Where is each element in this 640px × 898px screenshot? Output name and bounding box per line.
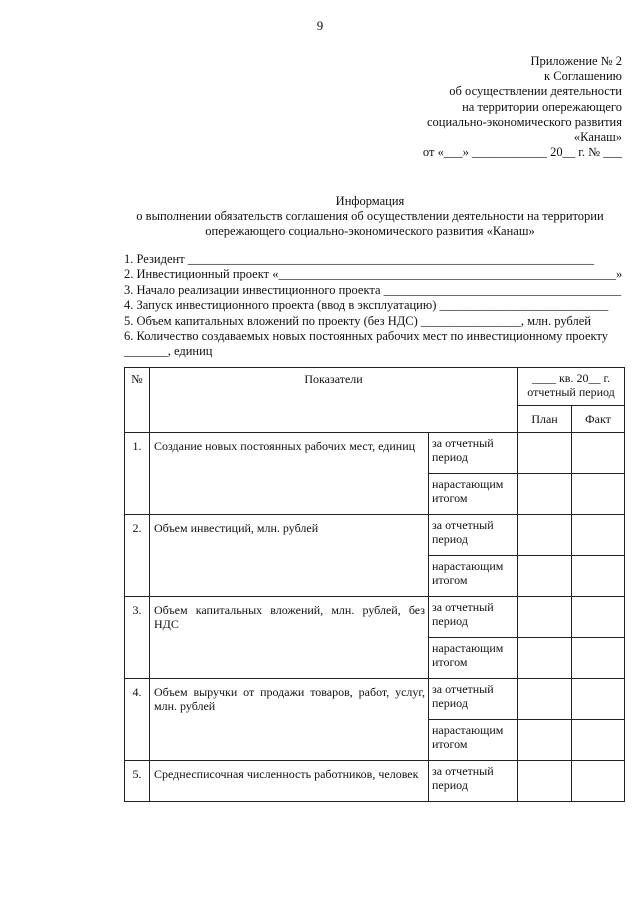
row-indicator: Объем капитальных вложений, млн. рублей, без НДС bbox=[150, 597, 429, 679]
header-number: № bbox=[125, 368, 150, 433]
row-indicator: Создание новых постоянных рабочих мест, единиц bbox=[150, 433, 429, 515]
row-period-cumulative: нарастающим итогом bbox=[429, 720, 518, 761]
page-number: 9 bbox=[316, 18, 324, 33]
row-period-current: за отчетный период bbox=[429, 597, 518, 638]
row-period-current: за отчетный период bbox=[429, 679, 518, 720]
plan-cell[interactable] bbox=[518, 556, 572, 597]
fact-cell[interactable] bbox=[572, 515, 625, 556]
title-line: о выполнении обязательств соглашения об осуществлении деятельности на территории bbox=[136, 209, 604, 223]
appendix-line: «Канаш» bbox=[573, 130, 622, 145]
appendix-date-line: от «___» ____________ 20__ г. № ___ bbox=[422, 145, 622, 160]
table-row bbox=[125, 761, 625, 802]
row-period-cumulative: нарастающим итогом bbox=[429, 638, 518, 679]
plan-cell[interactable] bbox=[518, 474, 572, 515]
title-line: опережающего социально-экономического развития «Канаш» bbox=[205, 224, 535, 238]
document-title bbox=[110, 194, 630, 239]
plan-cell[interactable] bbox=[518, 433, 572, 474]
item-resident: 1. Резидент _________________________________________________________________ bbox=[124, 252, 595, 266]
row-number: 3. bbox=[125, 597, 150, 679]
row-period-current: за отчетный период bbox=[429, 761, 518, 802]
fact-cell[interactable] bbox=[572, 556, 625, 597]
item-jobs-continued: _______, единиц bbox=[124, 344, 213, 359]
fact-cell[interactable] bbox=[572, 720, 625, 761]
header-period-label: отчетный период bbox=[527, 385, 615, 399]
plan-cell[interactable] bbox=[518, 761, 572, 802]
header-period-quarter: ____ кв. 20__ г. bbox=[531, 371, 611, 385]
plan-cell[interactable] bbox=[518, 679, 572, 720]
info-items bbox=[124, 252, 623, 360]
row-period-cumulative: нарастающим итогом bbox=[429, 474, 518, 515]
appendix-line: на территории опережающего bbox=[462, 99, 622, 114]
table-row bbox=[125, 433, 625, 474]
table-row bbox=[125, 597, 625, 638]
fact-cell[interactable] bbox=[572, 638, 625, 679]
header-indicators: Показатели bbox=[150, 368, 518, 433]
header-period bbox=[518, 368, 625, 406]
title-heading: Информация bbox=[335, 194, 405, 208]
row-number: 5. bbox=[125, 761, 150, 802]
report-table bbox=[124, 367, 625, 802]
plan-cell[interactable] bbox=[518, 638, 572, 679]
header-fact: Факт bbox=[572, 406, 625, 433]
row-number: 4. bbox=[125, 679, 150, 761]
fact-cell[interactable] bbox=[572, 433, 625, 474]
item-capex: 5. Объем капитальных вложений по проекту (без НДС) ________________, млн. рублей bbox=[124, 313, 591, 328]
fact-cell[interactable] bbox=[572, 597, 625, 638]
appendix-line: социально-экономического развития bbox=[426, 114, 622, 129]
appendix-line: об осуществлении деятельности bbox=[449, 84, 622, 99]
row-period-current: за отчетный период bbox=[429, 433, 518, 474]
fact-cell[interactable] bbox=[572, 474, 625, 515]
appendix-block bbox=[322, 54, 622, 160]
item-jobs: 6. Количество создаваемых новых постоянных рабочих мест по инвестиционному проекту bbox=[124, 329, 608, 344]
row-indicator: Среднесписочная численность работников, человек bbox=[150, 761, 429, 802]
row-period-current: за отчетный период bbox=[429, 515, 518, 556]
appendix-title: Приложение № 2 bbox=[530, 54, 622, 68]
table-row bbox=[125, 515, 625, 556]
item-project: 2. Инвестиционный проект «______________________________________________________» bbox=[124, 267, 623, 282]
row-period-cumulative: нарастающим итогом bbox=[429, 556, 518, 597]
table-row bbox=[125, 679, 625, 720]
row-indicator: Объем выручки от продажи товаров, работ, услуг, млн. рублей bbox=[150, 679, 429, 761]
row-indicator: Объем инвестиций, млн. рублей bbox=[150, 515, 429, 597]
row-number: 2. bbox=[125, 515, 150, 597]
plan-cell[interactable] bbox=[518, 515, 572, 556]
fact-cell[interactable] bbox=[572, 679, 625, 720]
row-number: 1. bbox=[125, 433, 150, 515]
fact-cell[interactable] bbox=[572, 761, 625, 802]
plan-cell[interactable] bbox=[518, 597, 572, 638]
item-launch: 4. Запуск инвестиционного проекта (ввод в эксплуатацию) ___________________________ bbox=[124, 298, 609, 313]
item-start: 3. Начало реализации инвестиционного проекта ______________________________________ bbox=[124, 282, 622, 297]
table-header-row bbox=[125, 368, 625, 406]
header-plan: План bbox=[518, 406, 572, 433]
plan-cell[interactable] bbox=[518, 720, 572, 761]
appendix-line: к Соглашению bbox=[544, 69, 622, 84]
